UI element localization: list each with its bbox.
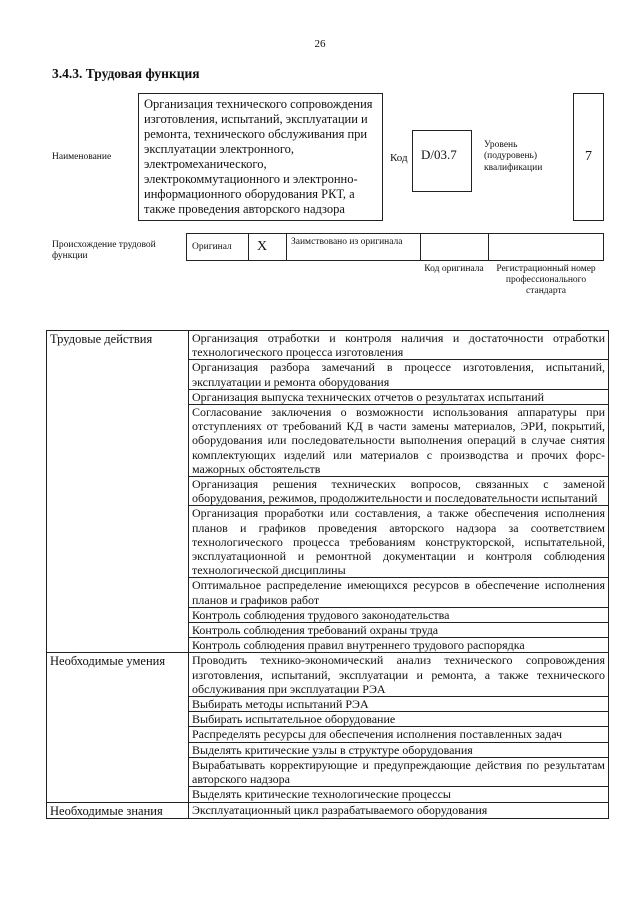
item-cell: Контроль соблюдения правил внутреннего трудового распорядка	[189, 638, 609, 653]
original-mark: X	[257, 239, 268, 254]
item-cell: Вырабатывать корректирующие и предупреждающие действия по результатам авторского надзора	[189, 757, 609, 786]
level-value: 7	[573, 93, 604, 221]
page-number: 26	[314, 38, 326, 50]
level-label: Уровень (подуровень) квалификации	[484, 140, 543, 173]
table-row	[47, 331, 609, 360]
item-cell: Организация проработки или составления, а также обеспечения исполнения планов и графиков проведения авторского надзора за соответствием технологического процесса требованиям конструкторской, испытательной, эксплуатационной и ремонтной документации и контроля соблюдения технологической дисциплины	[189, 506, 609, 578]
origin-row	[186, 233, 604, 261]
function-table	[46, 330, 609, 819]
original-cell	[187, 234, 249, 260]
item-cell: Проводить технико-экономический анализ технического сопровождения изготовления, испытаний, эксплуатации и ремонта, а также технического обслуживания при эксплуатации РЭА	[189, 653, 609, 697]
origin-label: Происхождение трудовой функции	[52, 240, 156, 261]
item-cell: Оптимальное распределение имеющихся ресурсов в обеспечение исполнения планов и графиков работ	[189, 578, 609, 607]
item-cell: Организация разбора замечаний в процессе изготовления, испытаний, эксплуатации и ремонта оборудования	[189, 360, 609, 389]
reg-number-cell	[489, 234, 603, 260]
table-row	[47, 802, 609, 818]
item-cell: Организация выпуска технических отчетов о результатах испытаний	[189, 389, 609, 404]
code-original-cell	[421, 234, 489, 260]
item-cell: Контроль соблюдения трудового законодательства	[189, 607, 609, 622]
item-cell: Организация решения технических вопросов, связанных с заменой оборудования, режимов, продолжительности и последовательности испытаний	[189, 477, 609, 506]
item-cell: Распределять ресурсы для обеспечения исполнения поставленных задач	[189, 727, 609, 742]
function-name: Организация технического сопровождения изготовления, испытаний, эксплуатации и ремонта, технического обслуживания при эксплуатации электронного, электромеханического, электрокоммутационного и электронно-информационного оборудования РКТ, а также проведения авторского надзора	[138, 93, 383, 221]
borrowed-label: Заимствовано из оригинала	[291, 237, 403, 247]
item-cell: Организация отработки и контроля наличия и достаточности отработки технологического процесса изготовления	[189, 331, 609, 360]
item-cell: Выбирать методы испытаний РЭА	[189, 697, 609, 712]
item-cell: Выбирать испытательное оборудование	[189, 712, 609, 727]
original-label: Оригинал	[192, 242, 232, 252]
item-cell: Выделять критические технологические процессы	[189, 787, 609, 802]
item-cell: Согласование заключения о возможности использования аппаратуры при отступлениях от требований КД в части замены материалов, ЭРИ, покрытий, оборудования или последовательности выполнения операций в случае снятия комплектующих изделий или материалов с производства и прочих форс-мажорных обстоятельств	[189, 405, 609, 477]
borrowed-cell	[287, 234, 421, 260]
category-cell: Трудовые действия	[47, 331, 189, 653]
section-title: 3.4.3. Трудовая функция	[52, 66, 200, 81]
original-mark-cell	[249, 234, 287, 260]
category-cell: Необходимые знания	[47, 802, 189, 818]
item-cell: Эксплуатационный цикл разрабатываемого оборудования	[189, 802, 609, 818]
item-cell: Выделять критические узлы в структуре оборудования	[189, 742, 609, 757]
code-label: Код	[390, 152, 408, 164]
reg-number-caption: Регистрационный номер профессионального стандарта	[496, 264, 596, 296]
category-cell: Необходимые умения	[47, 653, 189, 802]
table-row	[47, 653, 609, 697]
code-original-caption: Код оригинала	[424, 264, 484, 274]
item-cell: Контроль соблюдения требований охраны труда	[189, 623, 609, 638]
code-value: D/03.7	[412, 130, 472, 192]
name-label: Наименование	[52, 152, 112, 162]
